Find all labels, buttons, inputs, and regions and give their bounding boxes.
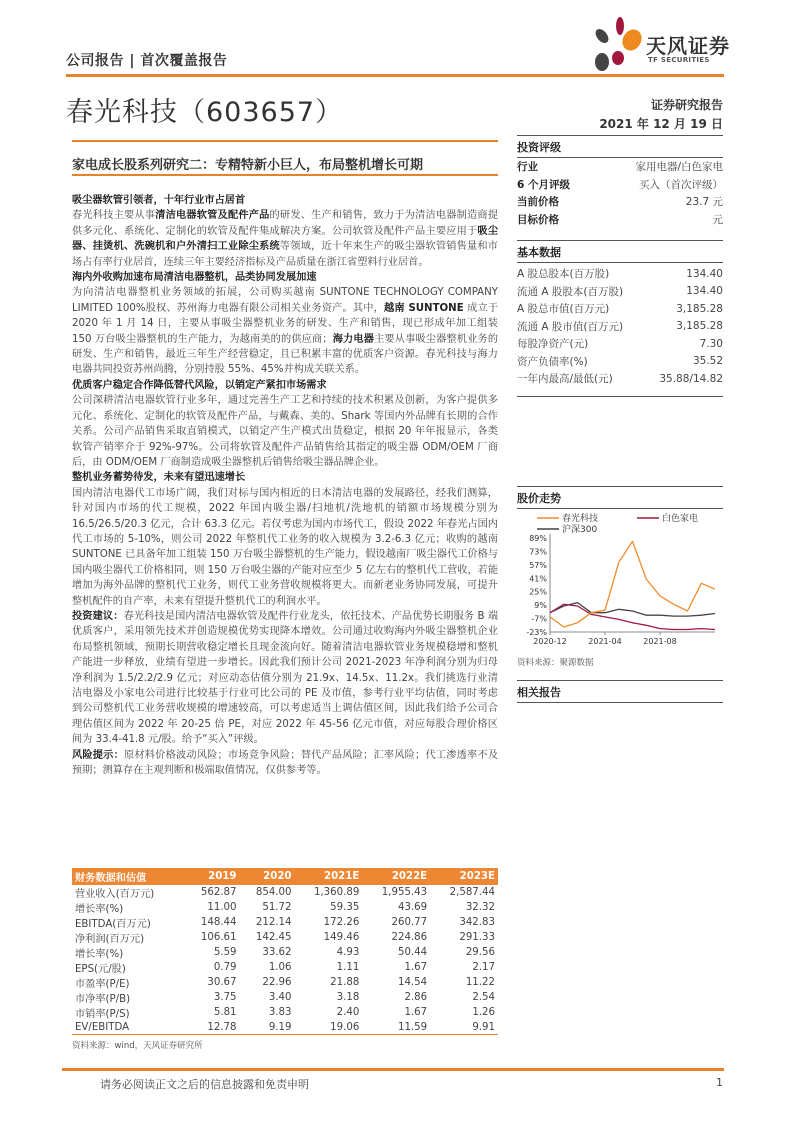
related-reports-title: 相关报告 [517,680,723,703]
header-divider [66,74,724,77]
financial-table [72,868,498,1035]
table-cell: 21.88 [330,977,360,988]
risk-text: 原材料价格波动风险；市场竞争风险；替代产品风险；汇率风险；代工渗透率不及预期；测算存在主观判断和极端取值情况，仅供参考等。 [72,749,499,777]
table-cell: 562.87 [200,887,237,898]
table-cell: 224.86 [391,932,428,943]
y-tick-label: 73% [529,547,547,557]
section-heading: 吸尘器软管引领者，十年行业市占居首 [72,195,246,206]
rating-row [517,193,723,211]
row-label: 增长率(%) [75,904,124,915]
risk-warning [72,748,498,779]
table-cell: 11.22 [465,977,495,988]
rating-panel [517,135,723,228]
financial-table-wrap [72,868,498,1051]
table-header-cell: 2019 [185,868,240,885]
table-cell: 1.67 [404,962,428,973]
table-cell: 1.67 [404,1007,428,1018]
basic-row [517,283,723,301]
table-row [72,975,498,990]
body-bold: 越南 SUNTONE [384,302,464,314]
price-trend-title: 股价走势 [517,486,723,509]
report-label: 证券研究报告 [650,98,723,112]
table-cell: 4.93 [336,947,360,958]
row-label: 净利润(百万元) [75,934,145,945]
table-cell: 106.61 [200,932,237,943]
logo-cn-text: 天风证券 [646,34,730,58]
table-cell: 291.33 [459,932,495,943]
rating-row [517,176,723,194]
table-header-cell: 2022E [362,868,430,885]
report-date: 2021 年 12 月 19 日 [599,117,723,131]
table-row [72,960,498,975]
table-cell: 11.00 [207,902,237,913]
y-tick-label: 25% [529,587,547,597]
related-reports-panel [517,680,723,703]
body-bold: 海力电器 [332,333,375,345]
row-value: 23.7 元 [685,196,723,209]
legend-label: 白色家电 [662,514,699,524]
table-cell: 30.67 [207,977,237,988]
company-title: 春光科技（603657） [66,97,344,128]
x-tick-label: 2021-08 [643,637,677,646]
section-4 [72,470,498,609]
row-key: A 股总市值(百万元) [517,303,610,316]
price-trend-panel [517,486,723,509]
row-label: 市净率(P/B) [75,994,131,1005]
section-heading: 整机业务蓄势待发，未来有望迅速增长 [72,472,246,484]
row-value: 买入（首次评级） [639,178,723,191]
table-row [72,915,498,930]
table-cell: 51.72 [262,902,292,913]
price-trend-chart [517,510,722,650]
basic-data-bottom-divider [517,396,723,397]
row-label: EBITDA(百万元) [75,919,151,930]
table-cell: 3.18 [336,992,360,1003]
row-key: 流通 A 股市值(百万元) [517,320,624,333]
table-cell: 43.69 [397,902,428,913]
row-key: 流通 A 股股本(百万股) [517,285,624,298]
row-label: EPS(元/股) [75,964,126,975]
row-label: 市销率(P/S) [75,1009,130,1020]
section-heading: 优质客户稳定合作降低替代风险，以销定产紧扣市场需求 [72,379,327,391]
table-cell: 9.91 [430,1020,498,1035]
investment-advice [72,609,498,748]
section-3 [72,378,498,470]
basic-row [517,335,723,353]
investment-text: 春光科技是国内清洁电器软管及配件行业龙头，依托技术、产品优势长期服务 B 端优质客户，采用领先技术并创造规模优势实现降本增效。公司通过收购海内外吸尘器整机企业布局整机领域，预期长期营收稳定增长且现金流向好。随着清洁电器软管业务规模稳增和整机产能进一步释放，业绩有望进一步增长。因此我们预计公司 2021-2023 年净利润分别为归母净利润为 1.5/2.2/2.9 亿元；对应动态估值分别为 21.9x、14.5x、11.2x。我们挑选行业清洁电器及小家电公司进行比较基于行业可比公司的 PE 及市值，参考行业平均估值，同时考虑到公司整机代工业务营收规模的增速较高，可以考虑适当上调估值区间，因此我们给予公司合理估值区间为 2022 年 20-25 倍 PE，对应 2022 年 45-56 亿元市值，对应每股合理价格区间为 33.4-41.8 元/股。给予“买入”评级。 [72,610,499,746]
table-cell: 14.54 [397,977,428,988]
row-value: 134.40 [686,267,723,280]
basic-row [517,300,723,318]
table-cell: 33.62 [262,947,292,958]
table-cell: 342.83 [459,917,495,928]
table-cell: 5.81 [213,1007,237,1018]
row-label: 市盈率(P/E) [75,979,130,990]
table-cell: 2,587.44 [449,887,495,898]
body-text: 成立于 2020 年 1 月 14 日，主要从事吸尘器整机业务的研发、生产和销售，现已形成年加工组装 150 万台吸尘器整机的生产能力，为越南美的的供应商； [72,302,499,345]
logo-en-text: TF SECURITIES [648,56,710,64]
table-row [72,990,498,1005]
table-header-row [72,868,498,885]
table-cell: 3.75 [213,992,237,1003]
table-cell: 32.32 [465,902,495,913]
section-1 [72,193,498,270]
footer-disclaimer: 请务必阅读正文之后的信息披露和免责申明 [100,1078,309,1091]
series-line-0 [550,541,715,627]
table-row [72,900,498,915]
investment-label: 投资建议： [72,610,124,622]
table-cell: 260.77 [391,917,428,928]
footer-divider [62,1068,724,1071]
row-key: 目标价格 [517,213,559,226]
table-source: 资料来源：wind，天风证券研究所 [72,1041,203,1051]
logo-flower-icon [588,16,644,74]
basic-row [517,265,723,283]
table-row [72,1020,498,1035]
row-value: 3,185.28 [676,320,723,333]
body-text: 为向清洁电器整机业务领域的拓展，公司购买越南 SUNTONE TECHNOLOGY COMPANY LIMITED 100%股权、苏州海力电器有限公司相关业务资产。其中， [72,287,498,314]
row-value: 元 [712,213,723,226]
line-chart [517,510,722,650]
table-header-cell: 2021E [295,868,363,885]
table-cell: 172.26 [323,917,360,928]
body-text: 春光科技主要从事 [72,210,156,222]
table-cell: 1.11 [336,962,360,973]
row-key: 当前价格 [517,196,559,209]
logo [588,16,738,74]
y-tick-label: 9% [534,601,547,611]
row-key: 每股净资产(元) [517,338,589,351]
y-tick-label: -7% [531,614,547,624]
table-cell: 1.06 [268,962,292,973]
headline-bottom-divider [72,174,498,176]
table-cell: 29.56 [465,947,495,958]
main-content [72,193,498,778]
table-cell: 212.14 [255,917,292,928]
y-tick-label: 89% [529,534,547,543]
x-tick-label: 2021-04 [588,637,622,646]
body-bold: 吸尘器、挂烫机、洗碗机和户外清扫工业除尘系统 [72,225,499,253]
table-cell: 854.00 [255,887,292,898]
table-cell: 1,955.43 [381,887,428,898]
table-cell: 50.44 [397,947,428,958]
table-cell: 142.45 [255,932,292,943]
body-text: 的研发、生产和销售，致力于为清洁电器制造商提供多元化、系统化、定制化的软管及配件集成解决方案。公司软管及配件产品主要应用于 [72,210,499,237]
table-cell: 2.17 [472,962,495,973]
table-row [72,885,498,900]
body-text: 主要从事吸尘器整机业务的研发、生产和销售，最近三年生产经营稳定，且已积累丰富的优质客户资源。春光科技与海力电器共同投资苏州尚腾，分别持股 55%、45%并构成关联关系。 [72,333,499,376]
chart-source: 资料来源：聚源数据 [517,658,594,668]
section-body [72,486,498,609]
table-header-cell: 财务数据和估值 [72,868,185,885]
headline: 家电成长股系列研究二：专精特新小巨人，布局整机增长可期 [72,158,424,173]
row-label: EV/EBITDA [72,1020,185,1035]
body-text: 等领域，近十年来生产的吸尘器软管销售量和市场占有率行业居首，连续三年主要经济指标及产品质量在浙江省塑料行业居首。 [72,241,498,268]
body-text: 公司深耕清洁电器软管行业多年，通过完善生产工艺和持续的技术积累及创新，为客户提供多元化、系统化、定制化的软管及配件产品，与戴森、美的、Shark 等国内外品牌有长期的合作关系。公司产品销售采取直销模式，以销定产生产模式出货稳定，根据 20 年年报显示，各类软管产销率介于 92%-97%。公司将软管及配件产品销售给其指定的吸尘器 ODM/OEM 厂商后，由 ODM/OEM 厂商制造成吸尘器整机后销售给吸尘器品牌企业。 [72,395,498,468]
table-cell: 148.44 [200,917,237,928]
body-bold: 清洁电器软管及配件产品 [155,210,270,222]
rating-row [517,211,723,229]
table-cell: 149.46 [323,932,360,943]
table-cell: 3.83 [268,1007,292,1018]
section-body [72,393,498,470]
row-value: 3,185.28 [676,302,723,315]
table-cell: 5.59 [213,947,237,958]
table-header-cell: 2020 [240,868,295,885]
basic-data-title: 基本数据 [517,240,723,263]
row-label: 营业收入(百万元) [75,889,155,900]
rating-title: 投资评级 [517,135,723,158]
row-label: 增长率(%) [75,949,124,960]
table-cell: 9.19 [240,1020,295,1035]
basic-row [517,353,723,371]
risk-label: 风险提示： [72,749,124,761]
table-header-cell: 2023E [430,868,498,885]
table-cell: 22.96 [262,977,292,988]
table-cell: 2.86 [404,992,428,1003]
row-value: 134.40 [686,285,723,298]
table-row [72,1005,498,1020]
table-cell: 3.40 [268,992,292,1003]
section-2 [72,270,498,378]
section-body [72,285,498,377]
row-value: 7.30 [699,337,723,350]
table-cell: 19.06 [295,1020,363,1035]
row-value: 家用电器/白色家电 [635,161,723,174]
row-key: 资产负债率(%) [517,355,588,368]
rating-row [517,158,723,176]
table-cell: 59.35 [330,902,360,913]
x-tick-label: 2020-12 [533,637,567,646]
series-line-1 [550,604,715,629]
y-tick-label: 41% [529,574,547,584]
section-body [72,208,498,270]
table-cell: 12.78 [185,1020,240,1035]
legend-label: 沪深300 [562,525,598,535]
basic-data-panel [517,240,723,397]
row-value: 35.88/14.82 [659,372,723,385]
table-cell: 2.40 [336,1007,360,1018]
body-text: 国内清洁电器代工市场广阔，我们对标与国内相近的日本清洁电器的发展路径，经我们测算，针对国内市场的代工规模，2022 年国内吸尘器/扫地机/洗地机的销额市场规模分别为 16.5/26.5/20.3 亿元，合计 63.3 亿元。若仅考虑为国内市场代工，假设 2022 年春光占国内代工市场的 5-10%，则公司 2022 年整机代工业务的收入规模为 3.2-6.3 亿元；收购的越南 SUNTONE 已具备年加工组装 150 万台吸尘器整机的生产能力，假设越南厂吸尘器代工价格与国内吸尘器代工价格相同，则 150 万台吸尘器的产能对应至少 5 亿左右的整机代工营收，若能增加为海外品牌的整机代工业务，则代工业务营收规模将更大。而新老业务协同发展，可提升整机配件的自产率，未来有望提升整机代工的利润水平。 [72,487,499,607]
page-number: 1 [716,1076,723,1089]
y-tick-label: -23% [526,628,547,637]
table-cell: 1,360.89 [313,887,360,898]
section-heading: 海内外收购加速布局清洁电器整机，品类协同发展加速 [72,272,317,284]
y-tick-label: 57% [529,560,547,570]
basic-row [517,318,723,336]
row-key: 6 个月评级 [517,178,570,191]
headline-top-divider [72,140,498,142]
table-cell: 11.59 [362,1020,430,1035]
table-cell: 2.54 [472,992,495,1003]
report-type: 公司报告 | 首次覆盖报告 [66,53,228,69]
table-cell: 1.26 [472,1007,495,1018]
row-value: 35.52 [692,355,723,368]
row-key: 一年内最高/最低(元) [517,373,613,386]
legend-label: 春光科技 [562,514,599,524]
table-row [72,945,498,960]
row-key: A 股总股本(百万股) [517,268,610,281]
table-cell: 0.79 [213,962,237,973]
row-key: 行业 [517,161,538,174]
table-row [72,930,498,945]
basic-row [517,370,723,388]
